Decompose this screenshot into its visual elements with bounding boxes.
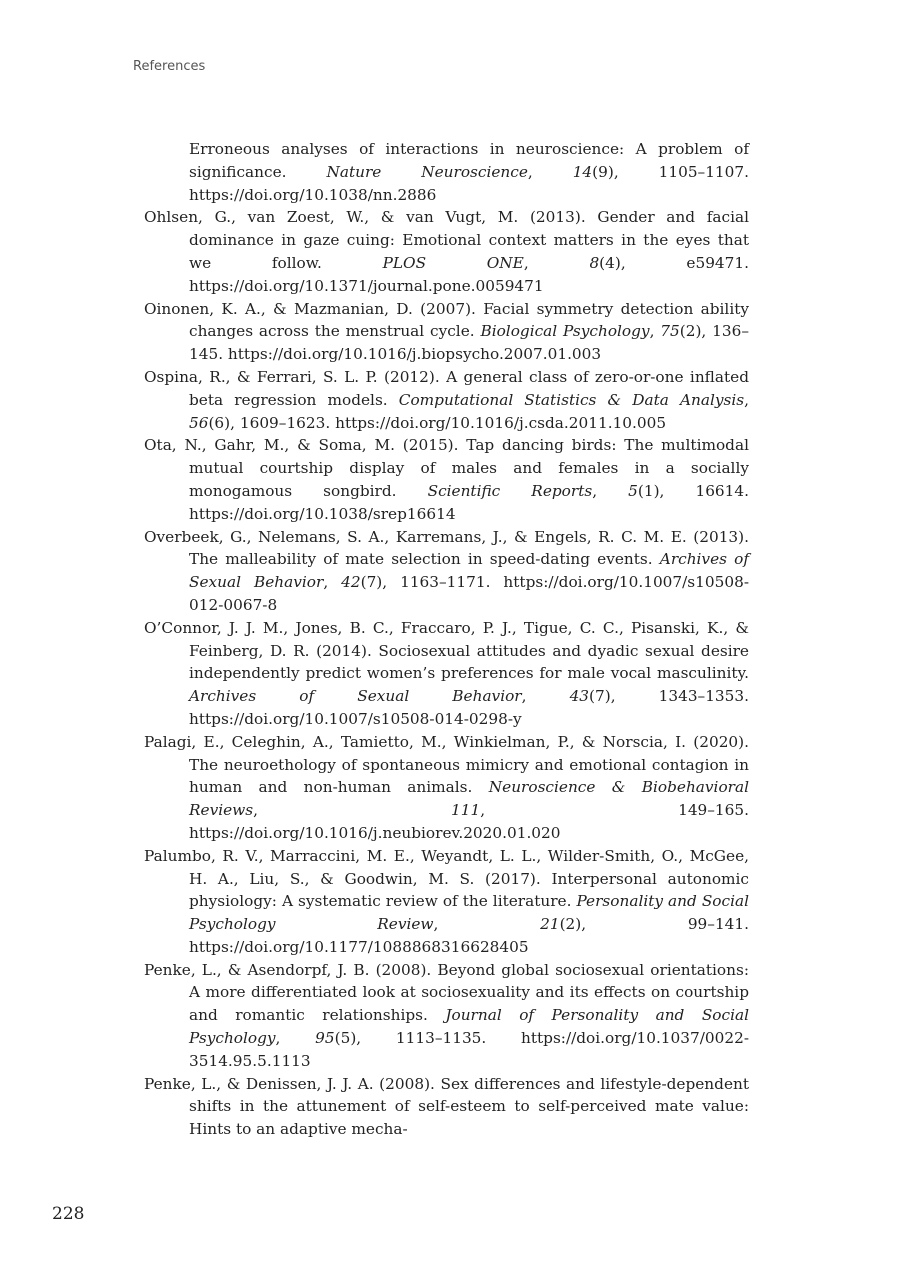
reference-entry: Ohlsen, G., van Zoest, W., & van Vugt, M. (2013). Gender and facial dominance in gaze cuing: Emotional context matters in the eyes that we follow. PLOS ONE, 8(4), e59471. https://doi.org/10.1371/journal.pone.0059471	[144, 208, 749, 295]
reference-entry: Ota, N., Gahr, M., & Soma, M. (2015). Tap dancing birds: The multimodal mutual courtship display of males and females in a socially monogamous songbird. Scientific Reports, 5(1), 16614. https://doi.org/10.1038/srep16614	[144, 436, 749, 523]
page-number: 228	[52, 1204, 85, 1224]
reference-entry: Palagi, E., Celeghin, A., Tamietto, M., Winkielman, P., & Norscia, I. (2020). The neuroethology of spontaneous mimicry and emotional contagion in human and non-human animals. Neuroscience & Biobehavioral Reviews, 111, 149–165. https://doi.org/10.1016/j.neubiorev.2020.01.020	[144, 732, 749, 842]
reference-entry: Penke, L., & Denissen, J. J. A. (2008). Sex differences and lifestyle-dependent shifts in the attunement of self-esteem to self-perceived mate value: Hints to an adaptive mecha-	[144, 1074, 749, 1139]
reference-entry: Palumbo, R. V., Marraccini, M. E., Weyandt, L. L., Wilder-Smith, O., McGee, H. A., Liu, S., & Goodwin, M. S. (2017). Interpersonal autonomic physiology: A systematic review of the literature. Personality and Social Psychology Review, 21(2), 99–141. https://doi.org/10.1177/1088868316628405	[144, 846, 749, 956]
reference-entry: Ospina, R., & Ferrari, S. L. P. (2012). A general class of zero-or-one inflated beta regression models. Computational Statistics & Data Analysis, 56(6), 1609–1623. https://doi.org/10.1016/j.csda.2011.10.005	[144, 367, 749, 432]
running-head: References	[133, 59, 206, 74]
reference-entry: Oinonen, K. A., & Mazmanian, D. (2007). Facial symmetry detection ability changes across the menstrual cycle. Biological Psychology, 75(2), 136–145. https://doi.org/10.1016/j.biopsycho.2007.01.003	[144, 299, 749, 364]
reference-list	[144, 138, 749, 1141]
reference-entry: Penke, L., & Asendorpf, J. B. (2008). Beyond global sociosexual orientations: A more differentiated look at sociosexuality and its effects on courtship and romantic relationships. Journal of Personality and Social Psychology, 95(5), 1113–1135. https://doi.org/10.1037/0022-3514.95.5.1113	[144, 960, 749, 1070]
reference-entry: Erroneous analyses of interactions in neuroscience: A problem of significance. Nature Neuroscience, 14(9), 1105–1107. https://doi.org/10.1038/nn.2886	[189, 140, 749, 204]
reference-entry: Overbeek, G., Nelemans, S. A., Karremans, J., & Engels, R. C. M. E. (2013). The malleability of mate selection in speed-dating events. Archives of Sexual Behavior, 42(7), 1163–1171. https://doi.org/10.1007/s10508-012-0067-8	[144, 527, 749, 614]
reference-entry: O’Connor, J. J. M., Jones, B. C., Fraccaro, P. J., Tigue, C. C., Pisanski, K., & Feinberg, D. R. (2014). Sociosexual attitudes and dyadic sexual desire independently predict women’s preferences for male vocal masculinity. Archives of Sexual Behavior, 43(7), 1343–1353. https://doi.org/10.1007/s10508-014-0298-y	[144, 618, 749, 728]
